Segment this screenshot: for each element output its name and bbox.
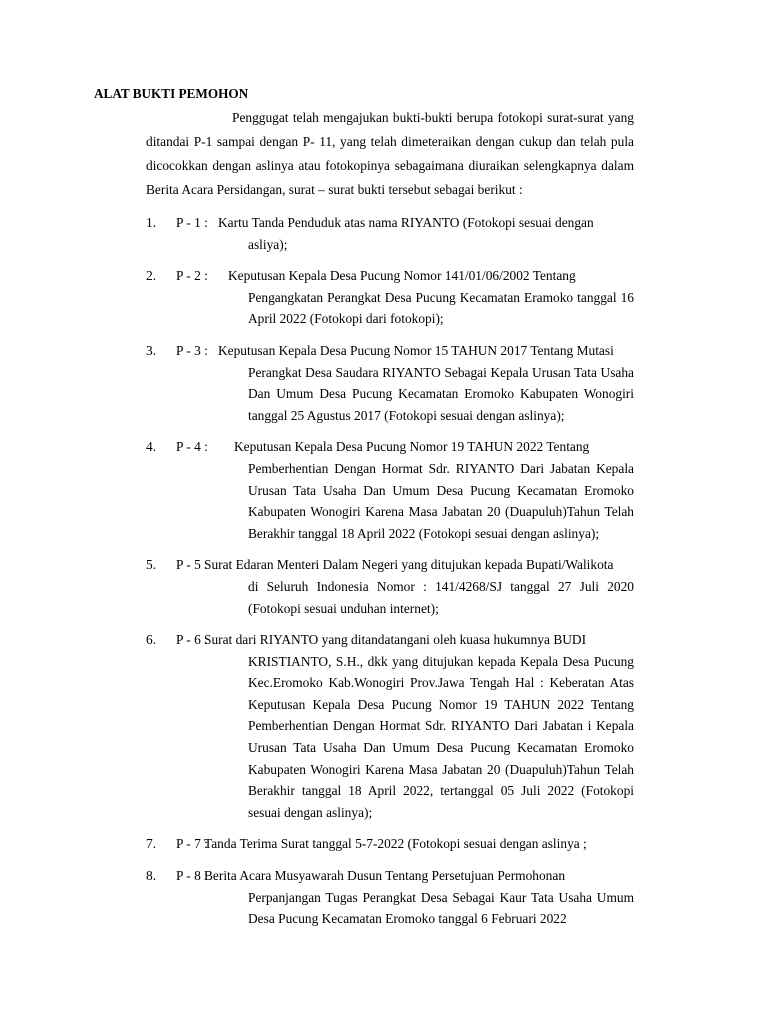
item-first-line: Surat Edaran Menteri Dalam Negeri yang ditujukan kepada Bupati/Walikota: [204, 557, 614, 573]
item-first-line: Kartu Tanda Penduduk atas nama RIYANTO (Fotokopi sesuai dengan: [218, 215, 594, 230]
evidence-code: P - 6 :: [176, 632, 208, 648]
item-continuation: Perpanjangan Tugas Perangkat Desa Sebagai Kaur Tata Usaha Umum Desa Pucung Kecamatan Eromoko tanggal 6 Februari 2022: [248, 889, 634, 927]
item-first-line: Berita Acara Musyawarah Dusun Tentang Persetujuan Permohonan: [204, 868, 566, 884]
item-number: 1.: [146, 215, 157, 230]
evidence-list: [146, 212, 634, 940]
item-first-line: Keputusan Kepala Desa Pucung Nomor 19 TAHUN 2022 Tentang: [234, 439, 590, 455]
item-number: 2.: [146, 268, 157, 284]
item-number: 5.: [146, 557, 157, 573]
evidence-item: [146, 340, 634, 426]
evidence-item: [146, 554, 634, 619]
item-continuation: di Seluruh Indonesia Nomor : 141/4268/SJ tanggal 27 Juli 2020 (Fotokopi sesuai unduhan internet);: [248, 578, 634, 616]
item-number: 3.: [146, 342, 157, 358]
evidence-code: P - 3 :: [176, 342, 208, 358]
evidence-code: P - 2 :: [176, 268, 208, 284]
evidence-item: [146, 833, 634, 855]
evidence-code: P - 5 :: [176, 557, 208, 573]
item-first-line: Surat dari RIYANTO yang ditandatangani oleh kuasa hukumnya BUDI: [204, 632, 587, 648]
item-number: 4.: [146, 439, 157, 455]
item-first-line: Tanda Terima Surat tanggal 5-7-2022 (Fotokopi sesuai dengan aslinya ;: [204, 836, 587, 852]
intro-paragraph: [146, 106, 634, 202]
item-continuation: KRISTIANTO, S.H., dkk yang ditujukan kepada Kepala Desa Pucung Kec.Eromoko Kab.Wonogiri Prov.Jawa Tengah Hal : Keberatan Atas Keputusan Kepala Desa Pucung Nomor 19 TAHUN 2022 Tentang Pemberhentian Dengan Hormat Sdr. RIYANTO Dari Jabatan i Kepala Urusan Tata Usaha Dan Umum Desa Pucung Kecamatan Eromoko Kabupaten Wonogiri Karena Masa Jabatan 20 (Duapuluh)Tahun Telah Berakhir tanggal 18 April 2022, tertanggal 05 Juli 2022 (Fotokopi sesuai dengan aslinya);: [248, 653, 634, 820]
item-first-line: Keputusan Kepala Desa Pucung Nomor 141/01/06/2002 Tentang: [228, 268, 576, 284]
evidence-code: P - 7 :: [176, 836, 208, 852]
item-number: 6.: [146, 632, 157, 648]
item-continuation: asliya);: [248, 236, 288, 252]
item-number: 8.: [146, 868, 157, 884]
item-first-line: Keputusan Kepala Desa Pucung Nomor 15 TAHUN 2017 Tentang Mutasi: [218, 342, 614, 358]
evidence-item: [146, 436, 634, 544]
evidence-item: [146, 865, 634, 930]
evidence-code: P - 8 :: [176, 868, 208, 884]
evidence-item: [146, 629, 634, 823]
evidence-code: P - 4 :: [176, 439, 208, 455]
evidence-code: P - 1 :: [176, 215, 208, 230]
item-continuation: Pengangkatan Perangkat Desa Pucung Kecamatan Eramoko tanggal 16 April 2022 (Fotokopi dari fotokopi);: [248, 289, 634, 327]
item-number: 7.: [146, 836, 157, 852]
section-heading: ALAT BUKTI PEMOHON: [94, 86, 249, 101]
item-continuation: Pemberhentian Dengan Hormat Sdr. RIYANTO Dari Jabatan Kepala Urusan Tata Usaha Dan Umum Desa Pucung Kecamatan Eromoko Kabupaten Wonogiri Karena Masa Jabatan 20 (Duapuluh)Tahun Telah Berakhir tanggal 18 April 2022 (Fotokopi sesuai dengan aslinya);: [248, 460, 634, 541]
item-continuation: Perangkat Desa Saudara RIYANTO Sebagai Kepala Urusan Tata Usaha Dan Umum Desa Pucung Kecamatan Eromoko Kabupaten Wonogiri tanggal 25 Agustus 2017 (Fotokopi sesuai dengan aslinya);: [248, 364, 634, 423]
evidence-item: [146, 265, 634, 330]
evidence-item: [146, 212, 634, 255]
intro-text: Penggugat telah mengajukan bukti-bukti berupa fotokopi surat-surat yang ditandai P-1 sampai dengan P- 11, yang telah dimeteraikan dengan cukup dan telah pula dicocokkan dengan aslinya atau fotokopinya sebagaimana diuraikan selengkapnya dalam Berita Acara Persidangan, surat – surat bukti tersebut sebagai berikut :: [146, 110, 634, 197]
